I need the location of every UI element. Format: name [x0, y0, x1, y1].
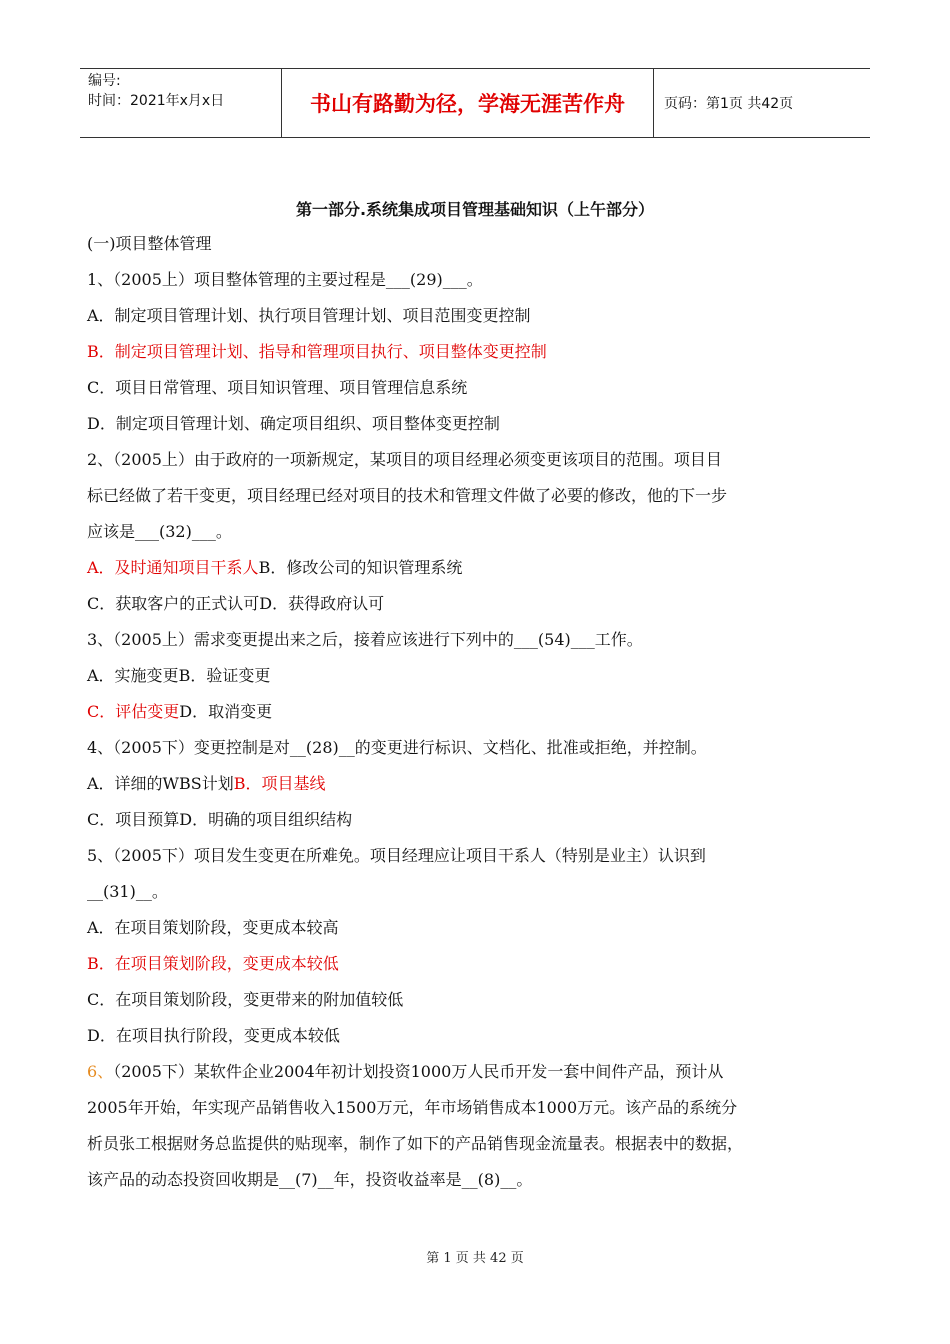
q3-options-cd	[87, 694, 867, 730]
motto: 书山有路勤为径，学海无涯苦作舟	[282, 69, 654, 137]
q3-option-d: D．取消变更	[179, 702, 273, 721]
header-left-cell	[80, 69, 282, 137]
q6-stem-3: 析员张工根据财务总监提供的贴现率，制作了如下的产品销售现金流量表。根据表中的数据，	[87, 1134, 744, 1153]
q1-option-a: A．制定项目管理计划、执行项目管理计划、项目范围变更控制	[87, 306, 531, 325]
q5-option-d: D．在项目执行阶段，变更成本较低	[87, 1026, 340, 1045]
q2-options-ab	[87, 550, 867, 586]
q2-options-cd	[87, 586, 867, 622]
q1-option-b-answer: B．制定项目管理计划、指导和管理项目执行、项目整体变更控制	[87, 342, 547, 361]
number-label: 编号:	[88, 73, 121, 89]
q4-options-ab	[87, 766, 867, 802]
q3-option-a: A．实施变更	[87, 666, 179, 685]
q1-option-c: C．项目日常管理、项目知识管理、项目管理信息系统	[87, 378, 468, 397]
q3-option-b: B．验证变更	[178, 666, 271, 685]
q5-option-c: C．在项目策划阶段，变更带来的附加值较低	[87, 990, 404, 1009]
q2-stem-2: 标已经做了若干变更，项目经理已经对项目的技术和管理文件做了必要的修改，他的下一步	[87, 486, 728, 505]
q2-option-c: C．获取客户的正式认可	[87, 594, 260, 613]
page-info: 页码：第1页 共42页	[664, 96, 794, 112]
q2-option-a-answer: A．及时通知项目干系人	[87, 558, 259, 577]
q5-stem-1: 5、（2005下）项目发生变更在所难免。项目经理应让项目干系人（特别是业主）认识到	[87, 846, 706, 865]
q6-stem-4: 该产品的动态投资回收期是__(7)__年，投资收益率是__(8)__。	[87, 1170, 533, 1189]
q6-stem-2: 2005年开始，年实现产品销售收入1500万元，年市场销售成本1000万元。该产品的系统分	[87, 1098, 738, 1117]
q4-stem: 4、（2005下）变更控制是对__(28)__的变更进行标识、文档化、批准或拒绝，并控制。	[87, 738, 707, 757]
q2-stem-1: 2、（2005上）由于政府的一项新规定，某项目的项目经理必须变更该项目的范围。项目目	[87, 450, 722, 469]
q2-option-d: D．获得政府认可	[259, 594, 385, 613]
q3-options-ab	[87, 658, 867, 694]
time-label: 时间：2021年x月x日	[88, 93, 225, 109]
q2-option-b: B．修改公司的知识管理系统	[258, 558, 463, 577]
q2-stem-3: 应该是___(32)___。	[87, 522, 232, 541]
q4-options-cd	[87, 802, 867, 838]
section-heading: (一)项目整体管理	[87, 234, 212, 253]
q5-stem-2: __(31)__。	[87, 882, 168, 901]
q5-option-b-answer: B．在项目策划阶段，变更成本较低	[87, 954, 339, 973]
q6-stem-1	[87, 1054, 867, 1090]
q4-option-d: D．明确的项目组织结构	[179, 810, 353, 829]
q6-stem-1-text: （2005下）某软件企业2004年初计划投资1000万人民币开发一套中间件产品，预计从	[113, 1062, 724, 1081]
q3-stem: 3、（2005上）需求变更提出来之后，接着应该进行下列中的___(54)___工作。	[87, 630, 643, 649]
q4-option-c: C．项目预算	[87, 810, 180, 829]
question-list	[87, 226, 867, 1198]
q5-option-a: A．在项目策划阶段，变更成本较高	[87, 918, 339, 937]
q1-stem: 1、（2005上）项目整体管理的主要过程是___(29)___。	[87, 270, 483, 289]
q1-option-d: D．制定项目管理计划、确定项目组织、项目整体变更控制	[87, 414, 500, 433]
q4-option-b-answer: B．项目基线	[233, 774, 326, 793]
header-table	[80, 68, 870, 138]
q3-option-c-answer: C．评估变更	[87, 702, 180, 721]
q4-option-a: A．详细的WBS计划	[87, 774, 234, 793]
q6-number: 6、	[87, 1062, 114, 1081]
page-footer: 第 1 页 共 42 页	[426, 1251, 524, 1266]
page-title: 第一部分.系统集成项目管理基础知识（上午部分）	[295, 200, 655, 219]
